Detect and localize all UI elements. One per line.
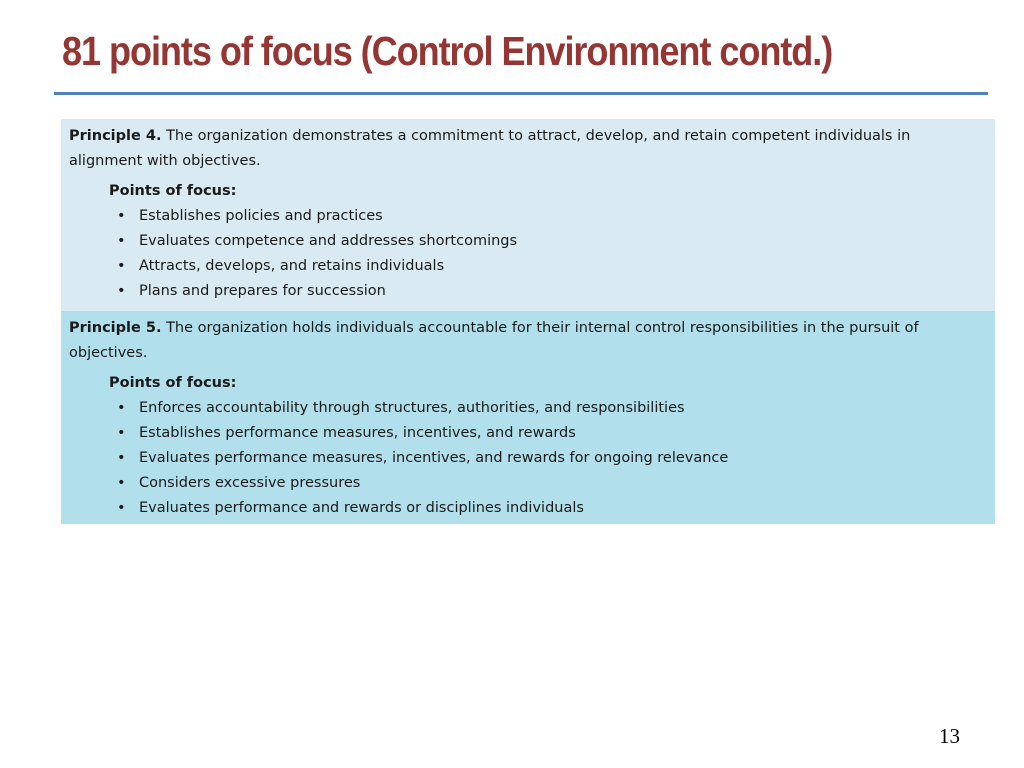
slide-title: 81 points of focus (Control Environment contd.) bbox=[62, 28, 833, 74]
principle-4-focus-heading: Points of focus: bbox=[109, 183, 237, 199]
page-number: 13 bbox=[939, 724, 960, 748]
principle-4-panel bbox=[61, 119, 995, 311]
principle-4-label: Principle 4. bbox=[69, 128, 162, 144]
focus-point: • Establishes policies and practices bbox=[117, 204, 987, 229]
principle-5-text: The organization holds individuals accountable for their internal control responsibilities in the pursuit of objectives. bbox=[69, 320, 919, 361]
principle-5-focus-list bbox=[69, 396, 987, 521]
principle-5-statement bbox=[69, 311, 987, 366]
principle-4-focus-list bbox=[69, 204, 987, 304]
principle-4-statement bbox=[69, 119, 987, 174]
focus-point: • Enforces accountability through structures, authorities, and responsibilities bbox=[117, 396, 987, 421]
principle-5-focus-heading: Points of focus: bbox=[109, 375, 237, 391]
focus-point: • Establishes performance measures, incentives, and rewards bbox=[117, 421, 987, 446]
focus-point: • Plans and prepares for succession bbox=[117, 279, 987, 304]
focus-point: • Considers excessive pressures bbox=[117, 471, 987, 496]
focus-point: • Evaluates performance and rewards or disciplines individuals bbox=[117, 496, 987, 521]
title-divider bbox=[54, 92, 988, 95]
focus-point: • Attracts, develops, and retains individuals bbox=[117, 254, 987, 279]
focus-point: • Evaluates competence and addresses shortcomings bbox=[117, 229, 987, 254]
focus-point: • Evaluates performance measures, incentives, and rewards for ongoing relevance bbox=[117, 446, 987, 471]
principle-5-panel bbox=[61, 311, 995, 524]
principle-5-label: Principle 5. bbox=[69, 320, 162, 336]
principle-4-text: The organization demonstrates a commitment to attract, develop, and retain competent individuals in alignment with objectives. bbox=[69, 128, 911, 169]
